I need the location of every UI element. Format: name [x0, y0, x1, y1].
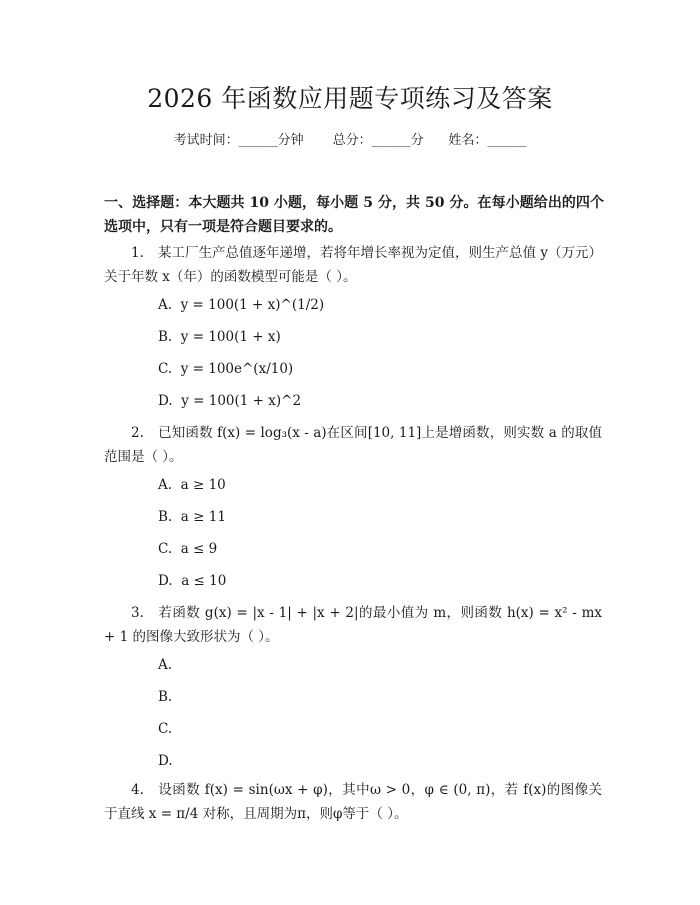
option-d: D. y = 100(1 + x)^2: [158, 393, 302, 409]
question-number: 2.: [131, 425, 144, 441]
score-label: 总分：: [332, 133, 372, 148]
time-unit: 分钟: [277, 133, 304, 148]
exam-meta-line: [0, 131, 700, 151]
question-3: [104, 601, 602, 649]
option-c: C. a ≤ 9: [158, 541, 218, 557]
name-label: 姓名：: [448, 133, 488, 148]
option-b: B. y = 100(1 + x): [158, 329, 281, 345]
section-heading: 一、选择题：本大题共 10 小题，每小题 5 分，共 50 分。在每小题给出的四个选项中，只有一项是符合题目要求的。: [104, 195, 604, 235]
option-d: D. a ≤ 10: [158, 573, 227, 589]
option-a: A. y = 100(1 + x)^(1/2): [158, 297, 325, 313]
question-2: [104, 421, 602, 469]
question-text: 若函数 g(x) = |x - 1| + |x + 2|的最小值为 m，则函数 h(x) = x² - mx + 1 的图像大致形状为（ ）。: [104, 605, 602, 645]
name-blank: ______: [487, 133, 527, 148]
question-number: 4.: [131, 782, 144, 798]
time-blank: ______: [238, 133, 278, 148]
question-1: [104, 241, 602, 289]
option-a: A.: [158, 657, 173, 673]
score-blank: ______: [371, 133, 411, 148]
option-a: A. a ≥ 10: [158, 477, 226, 493]
time-label: 考试时间：: [173, 133, 239, 148]
option-d: D.: [158, 753, 173, 769]
score-unit: 分: [410, 133, 424, 148]
option-b: B. a ≥ 11: [158, 509, 226, 525]
option-c: C. y = 100e^(x/10): [158, 361, 294, 377]
page-title: 2026 年函数应用题专项练习及答案: [147, 84, 553, 113]
option-b: B.: [158, 689, 173, 705]
question-text: 已知函数 f(x) = log₃(x - a)在区间[10, 11]上是增函数，则实数 a 的取值范围是（ ）。: [104, 425, 602, 465]
question-4: [104, 778, 602, 826]
option-c: C.: [158, 721, 173, 737]
question-text: 某工厂生产总值逐年递增，若将年增长率视为定值，则生产总值 y（万元）关于年数 x（年）的函数模型可能是（ ）。: [104, 245, 602, 285]
question-number: 1.: [131, 245, 144, 261]
question-number: 3.: [131, 605, 144, 621]
question-text: 设函数 f(x) = sin(ωx + φ)，其中ω > 0，φ ∈ (0, π)，若 f(x)的图像关于直线 x = π/4 对称，且周期为π，则φ等于（ ）。: [104, 782, 602, 822]
